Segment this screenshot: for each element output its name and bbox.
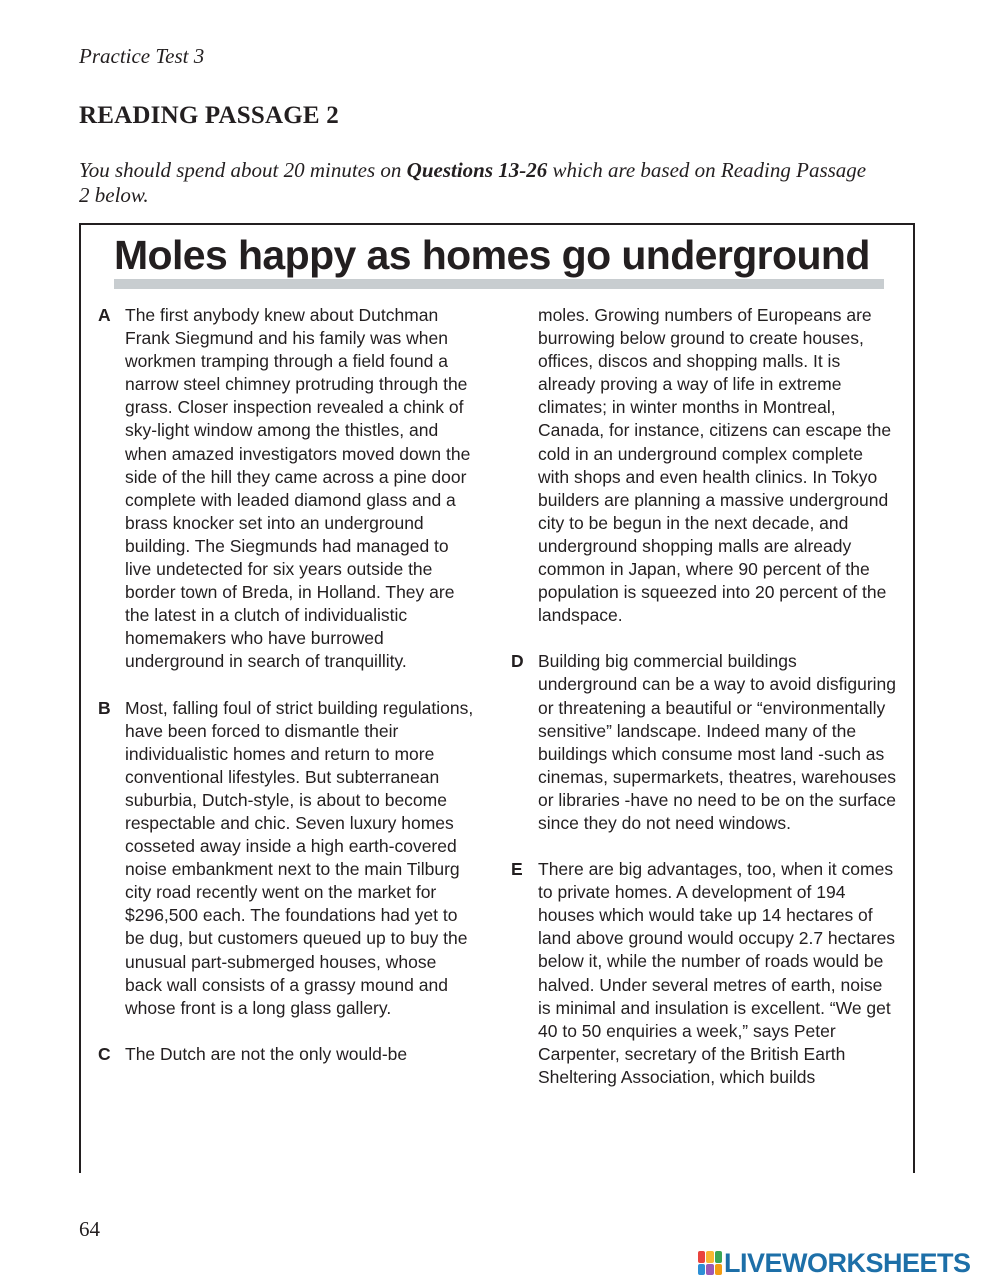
paragraph-d <box>511 650 896 835</box>
paragraph-text: The first anybody knew about Dutchman Frank Siegmund and his family was when workmen tramping through a field found a narrow steel chimney protruding through the grass. Closer inspection revealed a chink of sky-light window among the thistles, and when amazed investigators moved down the side of the hill they came across a pine door complete with leaded diamond glass and a brass knocker set into an underground building. The Siegmunds had managed to live undetected for six years outside the border town of Breda, in Holland. They are the latest in a clutch of individualistic homemakers who have burrowed underground in search of tranquillity. <box>125 305 471 672</box>
paragraph-letter: B <box>98 697 111 718</box>
instructions <box>79 158 879 208</box>
passage-box <box>79 223 915 1173</box>
paragraph-a <box>98 304 478 674</box>
instructions-text: You should spend about 20 minutes on <box>79 158 407 182</box>
passage-column-right <box>511 304 896 1112</box>
section-title: READING PASSAGE 2 <box>79 102 339 129</box>
page-number: 64 <box>79 1217 100 1241</box>
paragraph-letter: E <box>511 859 523 880</box>
running-head: Practice Test 3 <box>79 44 205 68</box>
instructions-text-end: which are based on Reading Passage 2 below. <box>79 158 867 207</box>
liveworksheets-brand[interactable] <box>698 1248 971 1278</box>
paragraph-c-continued <box>511 304 896 627</box>
paragraph-c <box>98 1043 478 1066</box>
paragraph-letter: C <box>98 1043 111 1064</box>
brand-name: LIVEWORKSHEETS <box>724 1247 971 1278</box>
liveworksheets-logo-icon <box>698 1251 722 1275</box>
passage-headline: Moles happy as homes go underground <box>114 231 884 289</box>
paragraph-b <box>98 697 478 1020</box>
instructions-questions: Questions 13-26 <box>406 158 548 182</box>
passage-column-left <box>98 304 478 1089</box>
paragraph-text: Most, falling foul of strict building regulations, have been forced to dismantle their individualistic homes and return to more conventional lifestyles. But subterranean suburbia, Dutch-style, is about to become respectable and chic. Seven luxury homes cosseted away inside a high earth-covered noise embankment next to the main Tilburg city road recently went on the market for $296,500 each. The foundations had yet to be dug, but customers queued up to buy the unusual part-submerged houses, whose back wall consists of a grassy mound and whose front is a long glass gallery. <box>125 697 474 1018</box>
paragraph-text: Building big commercial buildings underground can be a way to avoid disfiguring or threatening a beautiful or “environmentally sensitive” landscape. Indeed many of the buildings which consume most land -such as cinemas, supermarkets, theatres, warehouses or libraries -have no need to be on the surface since they do not need windows. <box>538 651 897 833</box>
paragraph-text: moles. Growing numbers of Europeans are burrowing below ground to create houses, offices, discos and shopping malls. It is already proving a way of life in extreme climates; in winter months in Montreal, Canada, for instance, citizens can escape the cold in an underground complex complete with shops and even health clinics. In Tokyo builders are planning a massive underground city to be begun in the next decade, and underground shopping malls are already common in Japan, where 90 percent of the population is squeezed into 20 percent of the landspace. <box>538 305 892 626</box>
paragraph-e <box>511 858 896 1089</box>
paragraph-letter: D <box>511 651 524 672</box>
paragraph-letter: A <box>98 305 111 325</box>
paragraph-text: The Dutch are not the only would-be <box>125 1043 408 1064</box>
paragraph-text: There are big advantages, too, when it comes to private homes. A development of 194 houses which would take up 14 hectares of land above ground would occupy 2.7 hectares below it, while the number of roads would be halved. Under several metres of earth, noise is minimal and insulation is excellent. “We get 40 to 50 enquiries a week,” says Peter Carpenter, secretary of the British Earth Sheltering Association, which builds <box>538 859 896 1087</box>
